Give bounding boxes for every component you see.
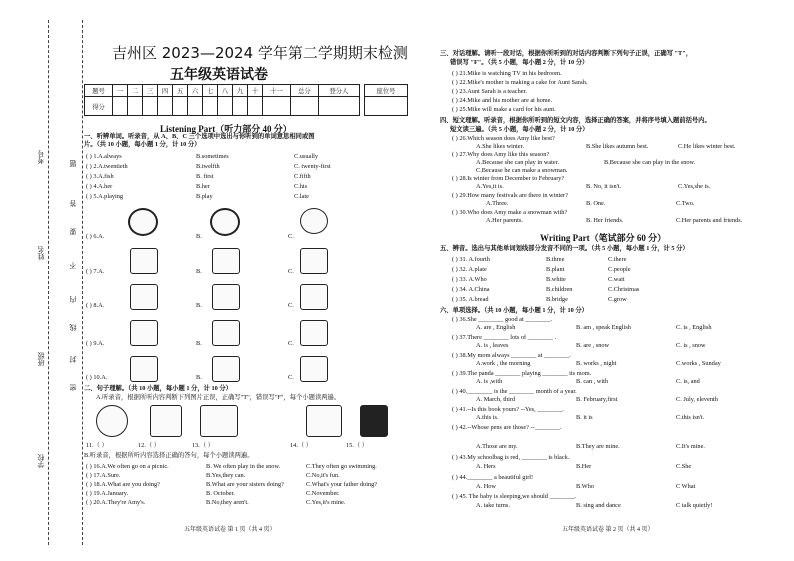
question-stem: ( ) 40.________ is the ________ month of a year. (452, 388, 577, 395)
score-cell (187, 97, 202, 116)
writing-title: Writing Part（笔试部分 60 分） (540, 233, 667, 243)
option-a: A.this is. (476, 414, 499, 421)
option-a: A. are , English (476, 324, 516, 331)
list-item: ( ) 25.Mike will make a card for his aunt. (452, 106, 556, 113)
question-stem: ( ) 35. A.bread (452, 296, 489, 303)
option-b: B. (196, 268, 202, 275)
binding-line-inner (82, 20, 83, 545)
question-stem: ( ) 32. A.plate (452, 266, 487, 273)
question-stem: ( ) 19.A.January. (86, 490, 129, 497)
options-row (476, 324, 712, 331)
option-a: A. is ,with (476, 378, 503, 385)
option-c: C.Yes,she is. (678, 183, 711, 190)
s4-heading: 四、短文理解。听录音，根据你所听到的短文内容，选择正确的答案，并将序号填入题前括号内。 (440, 117, 711, 124)
score-cell (247, 97, 262, 116)
picture-question (86, 268, 104, 275)
binding-label-yao: 要 (69, 228, 77, 235)
eating-picture (96, 405, 128, 437)
option-a: A. March, third (476, 396, 516, 403)
question-stem: ( ) 33. A.Who (452, 276, 487, 283)
option-b: B. One. (586, 200, 606, 207)
question-stem: ( ) 42.--Whose pens are those? --________. (452, 424, 562, 431)
list-item (452, 296, 627, 303)
option-c: C.usually (294, 153, 318, 160)
option-a: A. Hers (476, 463, 496, 470)
option-b: B.three (546, 256, 565, 263)
score-header-cell: 十一 (262, 85, 290, 97)
option-c: C.Because he can make a snowman. (476, 167, 568, 174)
s1-heading2: 片。（共 10 小题，每小题 1 分，计 10 分） (84, 141, 201, 148)
list-item (452, 276, 625, 283)
question-stem: ( ) 30.Who does Amy make a snowman with? (452, 209, 568, 216)
question-stem: ( ) 5.A.playing (86, 193, 124, 200)
option-b: B.Her (576, 463, 592, 470)
option-b: B. first (196, 173, 214, 180)
option-b: B.Yes,they can. (206, 472, 246, 479)
option-b: B. Her friends. (586, 217, 624, 224)
seat-label: 座位号 (365, 85, 408, 97)
whale-picture (130, 284, 158, 310)
list-item (86, 193, 309, 200)
option-c: C. is , English (676, 324, 712, 331)
pic-answer-13[interactable]: 13.（ ） (192, 442, 215, 449)
bird-picture (130, 320, 158, 346)
binding-label-da: 答 (69, 200, 77, 207)
binding-label-name: 姓名 (37, 246, 45, 260)
option-c: C. (288, 268, 294, 275)
option-c: C.wait (608, 276, 625, 283)
option-c: C. (288, 302, 294, 309)
options-row (476, 396, 718, 403)
score-header-cell: 总分 (290, 85, 318, 97)
question-stem: ( ) 1.A.always (86, 153, 122, 160)
s4-heading2: 短文读三遍。（共 5 小题，每小题 2 分，计 10 分） (450, 126, 589, 133)
question-stem: ( ) 41.--Is this book yours? --Yes, ________. (452, 406, 564, 413)
binding-label-school: 学校 (37, 454, 45, 468)
option-c: C. (288, 233, 294, 240)
list-item (452, 266, 631, 273)
question-stem: ( ) 9.A. (86, 340, 105, 347)
option-b: B.plant (546, 266, 565, 273)
list-item (86, 499, 345, 506)
option-a: A. How (476, 483, 496, 490)
tree-snow-picture (306, 405, 342, 437)
option-c: C.fifth (294, 173, 311, 180)
list-item (86, 153, 318, 160)
binding-label-xian: 线 (69, 324, 77, 331)
question-stem: ( ) 36.She ________ good at ________. (452, 316, 553, 323)
option-c: C.there (608, 256, 627, 263)
option-b: B. (196, 340, 202, 347)
options-row (476, 463, 691, 470)
score-header-cell: 三 (142, 85, 157, 97)
option-a: A.work , the morning (476, 360, 531, 367)
binding-label-feng: 封 (69, 356, 77, 363)
option-b: B.sometimes (196, 153, 229, 160)
option-a: A.Those are my. (476, 443, 518, 450)
list-item: ( ) 24.Mike and his mother are at home. (452, 97, 553, 104)
list-item (452, 286, 639, 293)
child-face-picture (300, 208, 328, 234)
score-header-cell: 十 (247, 85, 262, 97)
option-b: B.What are your sisters doing? (206, 481, 284, 488)
list-item: ( ) 22.Mike's mother is making a cake for Aunt Sarah. (452, 79, 588, 86)
s2-b-instructions: B.听录音，根据所听内容选择正确的答句，每个小题读两遍。 (84, 452, 254, 459)
option-c: C.Yes,it's mine. (306, 499, 346, 506)
option-b: B. No, it isn't. (586, 183, 622, 190)
option-b: B. are , snow (576, 342, 610, 349)
list-item (86, 173, 311, 180)
exam-title: 吉州区 2023—2024 学年第二学期期末检测 (112, 44, 408, 62)
option-b: B. October. (206, 490, 235, 497)
question-stem: ( ) 18.A.What are you doing? (86, 481, 160, 488)
option-b: B. it is (576, 414, 593, 421)
options-row (476, 360, 721, 367)
option-c: C.November. (306, 490, 340, 497)
s6-heading: 六、单项选择。（共 10 小题，每小题 1 分，计 10 分） (440, 307, 588, 314)
option-b: B. February,first (576, 396, 618, 403)
s2-heading: 二、句子理解。（共 10 小题，每小题 1 分，计 10 分） (84, 385, 232, 392)
list-item (86, 183, 307, 190)
score-cell (172, 97, 187, 116)
option-c: C.They often go swimming. (306, 463, 377, 470)
options-row (476, 183, 710, 190)
list-item: ( ) 21.Mike is watching TV in his bedroom. (452, 70, 562, 77)
option-c: C.his (294, 183, 308, 190)
question-stem: ( ) 38.My mom always ________ at ________. (452, 352, 571, 359)
option-b: B. We often play in the snow. (206, 463, 281, 470)
question-stem: ( ) 37.There ________ lots of ________ . (452, 334, 557, 341)
seat-table (364, 84, 408, 116)
question-stem: ( ) 17.A.Sure. (86, 472, 121, 479)
option-b: B. am , speak English (576, 324, 631, 331)
pic-answer-15[interactable]: 15.（ ） (346, 442, 369, 449)
question-stem: ( ) 28.Is winter from December to February? (452, 175, 565, 182)
list-item (86, 481, 377, 488)
question-stem: ( ) 45. The baby is sleeping,we should ________. (452, 493, 577, 500)
option-b: B. can , with (576, 378, 609, 385)
s1-heading: 一、听辨单词。听录音，从 A、B、C 三个选项中选出与你听到的单词意思相同或图 (84, 133, 315, 140)
mooncakes-picture (300, 248, 328, 274)
option-c: C. is, and (676, 378, 700, 385)
s3-heading: 三、对话理解。请听一段对话，根据你所听到的对话内容判断下列句子正误，正确写 "T"， (440, 50, 693, 57)
score-header-cell: 五 (172, 85, 187, 97)
picture-question (86, 340, 104, 347)
exam-subtitle: 五年级英语试卷 (170, 67, 268, 83)
option-b: B.her (196, 183, 210, 190)
option-c: C.this isn't. (676, 414, 705, 421)
score-cell (202, 97, 217, 116)
score-cell (318, 97, 359, 116)
option-a: A.She likes winter. (476, 143, 524, 150)
option-b: B. (196, 302, 202, 309)
list-item (86, 472, 340, 479)
option-c: C. twenty-first (294, 163, 331, 170)
girls-talking-picture (212, 248, 240, 274)
options-row (476, 342, 706, 349)
question-stem: ( ) 26.Which season does Amy like best? (452, 135, 555, 142)
question-stem: ( ) 2.A.twentieth (86, 163, 128, 170)
question-stem: ( ) 31. A.fourth (452, 256, 490, 263)
picture-question (86, 233, 124, 240)
binding-label-ti: 题 (69, 160, 77, 167)
binding-label-kaohao: 考号 (37, 150, 45, 164)
score-cell (112, 97, 127, 116)
question-stem: ( ) 34. A.China (452, 286, 490, 293)
options-row (476, 483, 695, 490)
option-a: A. is , leaves (476, 342, 509, 349)
score-cell (290, 97, 318, 116)
picture-question (86, 374, 107, 381)
option-b: B.Who (576, 483, 595, 490)
option-c: C.Her parents and friends. (676, 217, 743, 224)
score-header-cell: 六 (187, 85, 202, 97)
option-b: B. sing and dance (576, 502, 621, 509)
score-table (84, 84, 360, 116)
option-b: B.play (196, 193, 213, 200)
option-c: C. July, eleventh (676, 396, 718, 403)
options-row (486, 200, 694, 207)
option-c: C.people (608, 266, 631, 273)
teacher-picture (200, 405, 238, 437)
question-stem: ( ) 16.A.We often go on a picnic. (86, 463, 169, 470)
seat-cell (365, 97, 408, 116)
binding-line-outer (48, 20, 49, 545)
pic-answer-12[interactable]: 12.（ ） (138, 442, 161, 449)
option-a: A.Yes,it is. (476, 183, 504, 190)
picture-question (86, 302, 104, 309)
question-stem: ( ) 44.________ a beautiful girl! (452, 474, 534, 481)
options-row (486, 217, 742, 224)
page-footer-1: 五年级英语试卷 第 1 页（共 4 页） (184, 527, 276, 533)
option-c: C talk quietly! (676, 502, 713, 509)
score-row-label: 得分 (85, 97, 113, 116)
score-header-cell: 登分人 (318, 85, 359, 97)
snow-tree-picture (300, 320, 328, 346)
option-c: C. (288, 374, 294, 381)
question-stem: ( ) 4.A.her (86, 183, 113, 190)
bowl-picture (300, 356, 328, 382)
option-a: A.Her parents. (486, 217, 523, 224)
listening-title: Listening Part（听力部分 40 分） (160, 124, 292, 134)
question-stem: ( ) 20.A.They're Amy's. (86, 499, 146, 506)
option-a: A.Three. (486, 200, 509, 207)
score-cell (262, 97, 290, 116)
binding-label-class: 班级 (37, 352, 45, 366)
option-c: C.grow (608, 296, 627, 303)
score-cell (127, 97, 142, 116)
option-b: B. works , night (576, 360, 617, 367)
score-cell (232, 97, 247, 116)
list-item (452, 256, 626, 263)
question-stem: ( ) 39.The panda ________ playing ________ its mom. (452, 370, 592, 377)
list-item: ( ) 23.Aunt Sarah is a teacher. (452, 88, 527, 95)
s2-a-instructions: A.听录音，根据所听内容判断下列图片正误，正确写"T"，错误写"F"，每个小题读两遍。 (96, 394, 341, 401)
options-row (476, 143, 736, 150)
score-header-cell: 二 (127, 85, 142, 97)
option-c: C.She (676, 463, 692, 470)
option-b: B.Because she can play in the snow. (604, 159, 696, 166)
option-b: B. (196, 374, 202, 381)
list-item (86, 490, 340, 497)
options-row (476, 378, 700, 385)
question-stem: ( ) 27.Why does Amy like this season? (452, 151, 550, 158)
options-row (476, 443, 705, 450)
option-b: B.They are mine. (576, 443, 620, 450)
option-c: C.It's mine. (676, 443, 705, 450)
option-c: C.Two. (676, 200, 695, 207)
option-b: B.white (546, 276, 566, 283)
score-header-cell: 题号 (85, 85, 113, 97)
option-c: C.No,it's fun. (306, 472, 340, 479)
cat-picture (212, 320, 240, 346)
page-footer-2: 五年级英语试卷 第 2 页（共 4 页） (562, 527, 654, 533)
score-header-cell: 九 (232, 85, 247, 97)
pic-answer-11[interactable]: 11.（ ） (86, 442, 108, 449)
option-c: C.works , Sunday (676, 360, 721, 367)
no-bicycle-picture (210, 208, 240, 236)
sleeping-picture (212, 356, 240, 382)
option-a: A.Because she can play in water. (476, 159, 560, 166)
option-b: B.No,they aren't. (206, 499, 249, 506)
options-row (476, 502, 712, 509)
no-swimming-picture (128, 208, 158, 236)
option-b: B.children (546, 286, 573, 293)
fruit-picture (130, 356, 158, 382)
question-stem: ( ) 3.A.fish (86, 173, 114, 180)
question-stem: ( ) 29.How many festivals are there in winter? (452, 192, 568, 199)
option-c: C What (676, 483, 696, 490)
tree-picture (300, 284, 328, 310)
option-c: C.What's your father doing? (306, 481, 378, 488)
binding-label-mi: 密 (69, 384, 77, 391)
girl-picture (212, 284, 240, 310)
dancing-picture (150, 405, 182, 437)
option-b: B. (196, 233, 202, 240)
binding-label-bu: 不 (69, 262, 77, 269)
score-cell (157, 97, 172, 116)
binding-label-nei: 内 (69, 296, 77, 303)
score-header-cell: 七 (202, 85, 217, 97)
score-header-cell: 一 (112, 85, 127, 97)
option-c: C.late (294, 193, 309, 200)
option-b: B.bridge (546, 296, 568, 303)
option-b: B.She likes autumn best. (586, 143, 649, 150)
pic-answer-14[interactable]: 14.（ ） (290, 442, 313, 449)
calendar-picture (360, 405, 388, 437)
s3-heading2: 错误写 "F"。（共 5 小题，每小题 2 分，计 10 分） (450, 59, 589, 66)
score-cell (142, 97, 157, 116)
option-a: A. take turns. (476, 502, 510, 509)
options-row (476, 159, 695, 166)
question-stem: ( ) 10.A. (86, 374, 108, 381)
list-item (86, 463, 377, 470)
question-stem: ( ) 7.A. (86, 268, 105, 275)
option-c: C.Christmas (608, 286, 640, 293)
question-stem: ( ) 6.A. (86, 233, 105, 240)
option-c: C. (288, 340, 294, 347)
question-stem: ( ) 43.My schoolbag is red, ________ is black. (452, 454, 570, 461)
s5-heading: 五、辨音。选出与其他单词划线部分发音不同的一项。（共 5 小题，每小题 1 分，计 5 分） (440, 245, 689, 252)
option-c: C. is , snow (676, 342, 706, 349)
score-header-cell: 四 (157, 85, 172, 97)
option-b: B.twelfth (196, 163, 220, 170)
option-c: C.He likes winter best. (678, 143, 736, 150)
score-cell (217, 97, 232, 116)
list-item (86, 163, 331, 170)
score-header-cell: 八 (217, 85, 232, 97)
question-stem: ( ) 8.A. (86, 302, 105, 309)
planting-picture (130, 248, 158, 274)
options-row (476, 414, 704, 421)
